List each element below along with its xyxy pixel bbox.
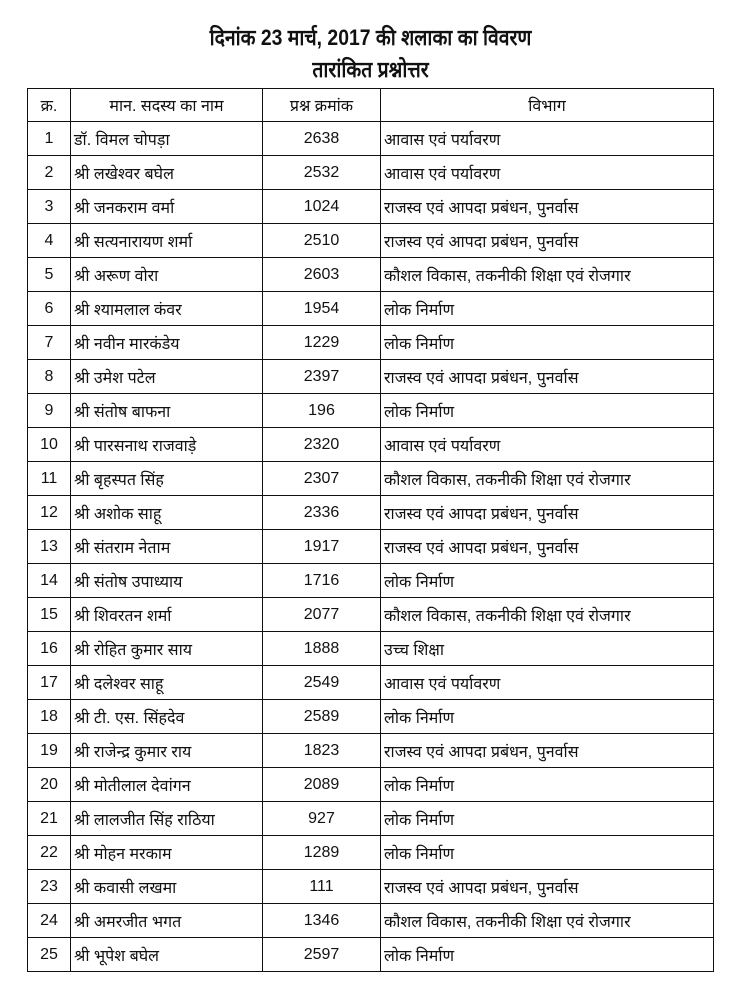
question-number-cell: 2603 <box>263 258 381 292</box>
table-row <box>28 428 714 462</box>
serial-cell: 10 <box>28 428 71 462</box>
serial-cell: 13 <box>28 530 71 564</box>
table-row <box>28 462 714 496</box>
question-number-cell: 1917 <box>263 530 381 564</box>
table-row <box>28 632 714 666</box>
member-name-cell: श्री नवीन मारकंडेय <box>71 326 263 360</box>
department-cell: लोक निर्माण <box>381 292 714 326</box>
question-number-cell: 2307 <box>263 462 381 496</box>
department-cell: राजस्व एवं आपदा प्रबंधन, पुनर्वास <box>381 224 714 258</box>
member-name-cell: श्री रोहित कुमार साय <box>71 632 263 666</box>
serial-cell: 11 <box>28 462 71 496</box>
member-name-cell: श्री अशोक साहू <box>71 496 263 530</box>
department-cell: आवास एवं पर्यावरण <box>381 122 714 156</box>
department-cell: आवास एवं पर्यावरण <box>381 428 714 462</box>
question-number-cell: 2320 <box>263 428 381 462</box>
department-cell: राजस्व एवं आपदा प्रबंधन, पुनर्वास <box>381 496 714 530</box>
question-number-cell: 111 <box>263 870 381 904</box>
member-name-cell: श्री मोहन मरकाम <box>71 836 263 870</box>
table-row <box>28 598 714 632</box>
header-question-number: प्रश्न क्रमांक <box>263 89 381 122</box>
question-number-cell: 1346 <box>263 904 381 938</box>
table-row <box>28 802 714 836</box>
serial-cell: 9 <box>28 394 71 428</box>
table-row <box>28 360 714 394</box>
serial-cell: 25 <box>28 938 71 972</box>
question-number-cell: 1888 <box>263 632 381 666</box>
serial-cell: 2 <box>28 156 71 190</box>
question-table <box>27 88 714 972</box>
question-number-cell: 1823 <box>263 734 381 768</box>
department-cell: लोक निर्माण <box>381 394 714 428</box>
table-body <box>28 122 714 972</box>
member-name-cell: श्री संतोष उपाध्याय <box>71 564 263 598</box>
department-cell: राजस्व एवं आपदा प्रबंधन, पुनर्वास <box>381 530 714 564</box>
serial-cell: 14 <box>28 564 71 598</box>
table-row <box>28 326 714 360</box>
member-name-cell: श्री मोतीलाल देवांगन <box>71 768 263 802</box>
table-row <box>28 224 714 258</box>
table-row <box>28 734 714 768</box>
table-row <box>28 190 714 224</box>
question-number-cell: 2532 <box>263 156 381 190</box>
department-cell: लोक निर्माण <box>381 326 714 360</box>
department-cell: राजस्व एवं आपदा प्रबंधन, पुनर्वास <box>381 870 714 904</box>
question-number-cell: 927 <box>263 802 381 836</box>
serial-cell: 19 <box>28 734 71 768</box>
department-cell: कौशल विकास, तकनीकी शिक्षा एवं रोजगार <box>381 258 714 292</box>
department-cell: राजस्व एवं आपदा प्रबंधन, पुनर्वास <box>381 190 714 224</box>
serial-cell: 18 <box>28 700 71 734</box>
document-title: दिनांक 23 मार्च, 2017 की शलाका का विवरण <box>209 25 532 50</box>
member-name-cell: श्री सत्यनारायण शर्मा <box>71 224 263 258</box>
department-cell: राजस्व एवं आपदा प्रबंधन, पुनर्वास <box>381 360 714 394</box>
question-number-cell: 1024 <box>263 190 381 224</box>
serial-cell: 1 <box>28 122 71 156</box>
table-row <box>28 768 714 802</box>
member-name-cell: श्री राजेन्द्र कुमार राय <box>71 734 263 768</box>
question-number-cell: 2077 <box>263 598 381 632</box>
table-row <box>28 394 714 428</box>
table-row <box>28 292 714 326</box>
serial-cell: 7 <box>28 326 71 360</box>
table-row <box>28 564 714 598</box>
serial-cell: 22 <box>28 836 71 870</box>
member-name-cell: श्री टी. एस. सिंहदेव <box>71 700 263 734</box>
table-row <box>28 530 714 564</box>
question-number-cell: 2638 <box>263 122 381 156</box>
member-name-cell: श्री अमरजीत भगत <box>71 904 263 938</box>
header-department: विभाग <box>381 89 714 122</box>
department-cell: आवास एवं पर्यावरण <box>381 666 714 700</box>
table-row <box>28 700 714 734</box>
department-cell: कौशल विकास, तकनीकी शिक्षा एवं रोजगार <box>381 462 714 496</box>
question-number-cell: 196 <box>263 394 381 428</box>
table-row <box>28 496 714 530</box>
document-subtitle: तारांकित प्रश्नोत्तर <box>312 57 429 82</box>
question-number-cell: 2597 <box>263 938 381 972</box>
table-row <box>28 156 714 190</box>
department-cell: आवास एवं पर्यावरण <box>381 156 714 190</box>
member-name-cell: श्री उमेश पटेल <box>71 360 263 394</box>
table-row <box>28 938 714 972</box>
member-name-cell: श्री भूपेश बघेल <box>71 938 263 972</box>
serial-cell: 8 <box>28 360 71 394</box>
member-name-cell: श्री लालजीत सिंह राठिया <box>71 802 263 836</box>
department-cell: कौशल विकास, तकनीकी शिक्षा एवं रोजगार <box>381 904 714 938</box>
department-cell: लोक निर्माण <box>381 836 714 870</box>
member-name-cell: श्री शिवरतन शर्मा <box>71 598 263 632</box>
member-name-cell: श्री श्यामलाल कंवर <box>71 292 263 326</box>
serial-cell: 3 <box>28 190 71 224</box>
department-cell: लोक निर्माण <box>381 768 714 802</box>
question-number-cell: 1954 <box>263 292 381 326</box>
question-number-cell: 2089 <box>263 768 381 802</box>
table-row <box>28 904 714 938</box>
member-name-cell: श्री कवासी लखमा <box>71 870 263 904</box>
serial-cell: 20 <box>28 768 71 802</box>
question-number-cell: 1289 <box>263 836 381 870</box>
serial-cell: 12 <box>28 496 71 530</box>
member-name-cell: श्री संतोष बाफना <box>71 394 263 428</box>
question-number-cell: 1716 <box>263 564 381 598</box>
question-number-cell: 2397 <box>263 360 381 394</box>
header-serial: क्र. <box>28 89 71 122</box>
table-row <box>28 666 714 700</box>
table-row <box>28 836 714 870</box>
table-row <box>28 122 714 156</box>
department-cell: कौशल विकास, तकनीकी शिक्षा एवं रोजगार <box>381 598 714 632</box>
member-name-cell: श्री दलेश्वर साहू <box>71 666 263 700</box>
department-cell: उच्च शिक्षा <box>381 632 714 666</box>
question-number-cell: 2589 <box>263 700 381 734</box>
member-name-cell: डॉ. विमल चोपड़ा <box>71 122 263 156</box>
question-number-cell: 2549 <box>263 666 381 700</box>
serial-cell: 24 <box>28 904 71 938</box>
question-number-cell: 2510 <box>263 224 381 258</box>
member-name-cell: श्री बृहस्पत सिंह <box>71 462 263 496</box>
question-number-cell: 1229 <box>263 326 381 360</box>
department-cell: राजस्व एवं आपदा प्रबंधन, पुनर्वास <box>381 734 714 768</box>
member-name-cell: श्री संतराम नेताम <box>71 530 263 564</box>
serial-cell: 15 <box>28 598 71 632</box>
department-cell: लोक निर्माण <box>381 564 714 598</box>
table-header-row <box>28 89 714 122</box>
member-name-cell: श्री जनकराम वर्मा <box>71 190 263 224</box>
table-row <box>28 258 714 292</box>
serial-cell: 6 <box>28 292 71 326</box>
table-row <box>28 870 714 904</box>
question-number-cell: 2336 <box>263 496 381 530</box>
serial-cell: 5 <box>28 258 71 292</box>
serial-cell: 21 <box>28 802 71 836</box>
department-cell: लोक निर्माण <box>381 802 714 836</box>
serial-cell: 17 <box>28 666 71 700</box>
serial-cell: 16 <box>28 632 71 666</box>
department-cell: लोक निर्माण <box>381 938 714 972</box>
serial-cell: 23 <box>28 870 71 904</box>
member-name-cell: श्री पारसनाथ राजवाड़े <box>71 428 263 462</box>
department-cell: लोक निर्माण <box>381 700 714 734</box>
member-name-cell: श्री लखेश्वर बघेल <box>71 156 263 190</box>
header-member-name: मान. सदस्य का नाम <box>71 89 263 122</box>
member-name-cell: श्री अरूण वोरा <box>71 258 263 292</box>
serial-cell: 4 <box>28 224 71 258</box>
